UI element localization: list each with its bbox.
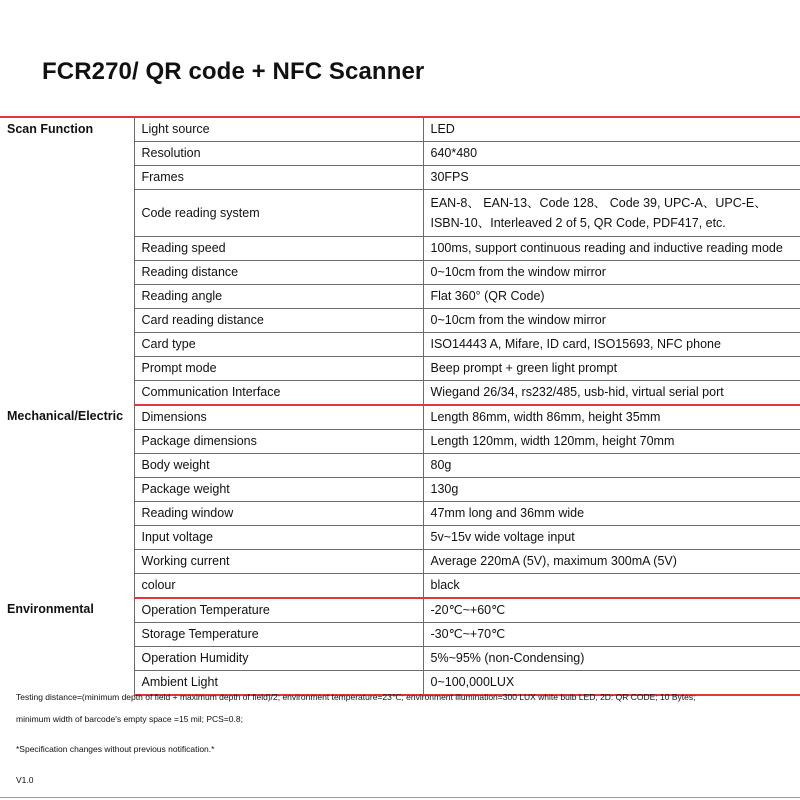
table-row bbox=[0, 598, 800, 623]
spec-value: Length 120mm, width 120mm, height 70mm bbox=[423, 430, 800, 454]
spec-label: Operation Humidity bbox=[134, 647, 423, 671]
spec-table bbox=[0, 118, 800, 696]
spec-label: Communication Interface bbox=[134, 381, 423, 406]
spec-label: Reading speed bbox=[134, 237, 423, 261]
spec-value: 0~100,000LUX bbox=[423, 671, 800, 696]
spec-value: 47mm long and 36mm wide bbox=[423, 502, 800, 526]
spec-label: Card reading distance bbox=[134, 309, 423, 333]
spec-value: 640*480 bbox=[423, 142, 800, 166]
spec-value: 5%~95% (non-Condensing) bbox=[423, 647, 800, 671]
spec-value: LED bbox=[423, 118, 800, 142]
spec-label: Operation Temperature bbox=[134, 598, 423, 623]
spec-label: Code reading system bbox=[134, 190, 423, 237]
version-label: V1.0 bbox=[16, 775, 34, 785]
spec-label: colour bbox=[134, 574, 423, 599]
spec-label: Resolution bbox=[134, 142, 423, 166]
spec-value: black bbox=[423, 574, 800, 599]
spec-label: Storage Temperature bbox=[134, 623, 423, 647]
spec-label: Working current bbox=[134, 550, 423, 574]
spec-label: Reading window bbox=[134, 502, 423, 526]
spec-label: Package dimensions bbox=[134, 430, 423, 454]
test-conditions-note-cont: minimum width of barcode's empty space =15 mil; PCS=0.8; bbox=[16, 714, 243, 724]
spec-label: Package weight bbox=[134, 478, 423, 502]
spec-value: 5v~15v wide voltage input bbox=[423, 526, 800, 550]
page-title: FCR270/ QR code + NFC Scanner bbox=[42, 58, 425, 85]
spec-value: 100ms, support continuous reading and inductive reading mode bbox=[423, 237, 800, 261]
footer-divider bbox=[0, 797, 800, 798]
spec-value: Beep prompt + green light prompt bbox=[423, 357, 800, 381]
table-row bbox=[0, 405, 800, 430]
test-conditions-note: Testing distance=(minimum depth of field + maximum depth of field)/2; environment temperature=23℃; environment illumination=300 LUX white bulb LED, 2D: QR CODE; 10 Bytes; bbox=[16, 692, 696, 702]
spec-label: Ambient Light bbox=[134, 671, 423, 696]
section-label: Environmental bbox=[7, 602, 94, 616]
section-label: Mechanical/Electric bbox=[7, 409, 124, 423]
section-label: Scan Function bbox=[7, 122, 94, 136]
spec-value: Flat 360° (QR Code) bbox=[423, 285, 800, 309]
spec-value: 0~10cm from the window mirror bbox=[423, 261, 800, 285]
spec-value: -30℃~+70℃ bbox=[423, 623, 800, 647]
spec-label: Card type bbox=[134, 333, 423, 357]
table-row bbox=[0, 118, 800, 142]
spec-value: Length 86mm, width 86mm, height 35mm bbox=[423, 405, 800, 430]
spec-value: 80g bbox=[423, 454, 800, 478]
disclaimer-note: *Specification changes without previous notification.* bbox=[16, 744, 215, 754]
spec-label: Input voltage bbox=[134, 526, 423, 550]
spec-value-line: EAN-8、 EAN-13、Code 128、 Code 39, UPC-A、UPC-E、 bbox=[430, 196, 767, 210]
spec-label: Reading angle bbox=[134, 285, 423, 309]
spec-label: Frames bbox=[134, 166, 423, 190]
spec-value: -20℃~+60℃ bbox=[423, 598, 800, 623]
spec-value bbox=[423, 190, 800, 237]
spec-value: ISO14443 A, Mifare, ID card, ISO15693, NFC phone bbox=[423, 333, 800, 357]
spec-value: Wiegand 26/34, rs232/485, usb-hid, virtual serial port bbox=[423, 381, 800, 406]
spec-value: Average 220mA (5V), maximum 300mA (5V) bbox=[423, 550, 800, 574]
spec-label: Dimensions bbox=[134, 405, 423, 430]
spec-label: Body weight bbox=[134, 454, 423, 478]
spec-label: Prompt mode bbox=[134, 357, 423, 381]
spec-value: 0~10cm from the window mirror bbox=[423, 309, 800, 333]
spec-value-line: ISBN-10、Interleaved 2 of 5, QR Code, PDF417, etc. bbox=[430, 216, 726, 230]
spec-value: 30FPS bbox=[423, 166, 800, 190]
spec-value: 130g bbox=[423, 478, 800, 502]
spec-label: Reading distance bbox=[134, 261, 423, 285]
spec-label: Light source bbox=[134, 118, 423, 142]
